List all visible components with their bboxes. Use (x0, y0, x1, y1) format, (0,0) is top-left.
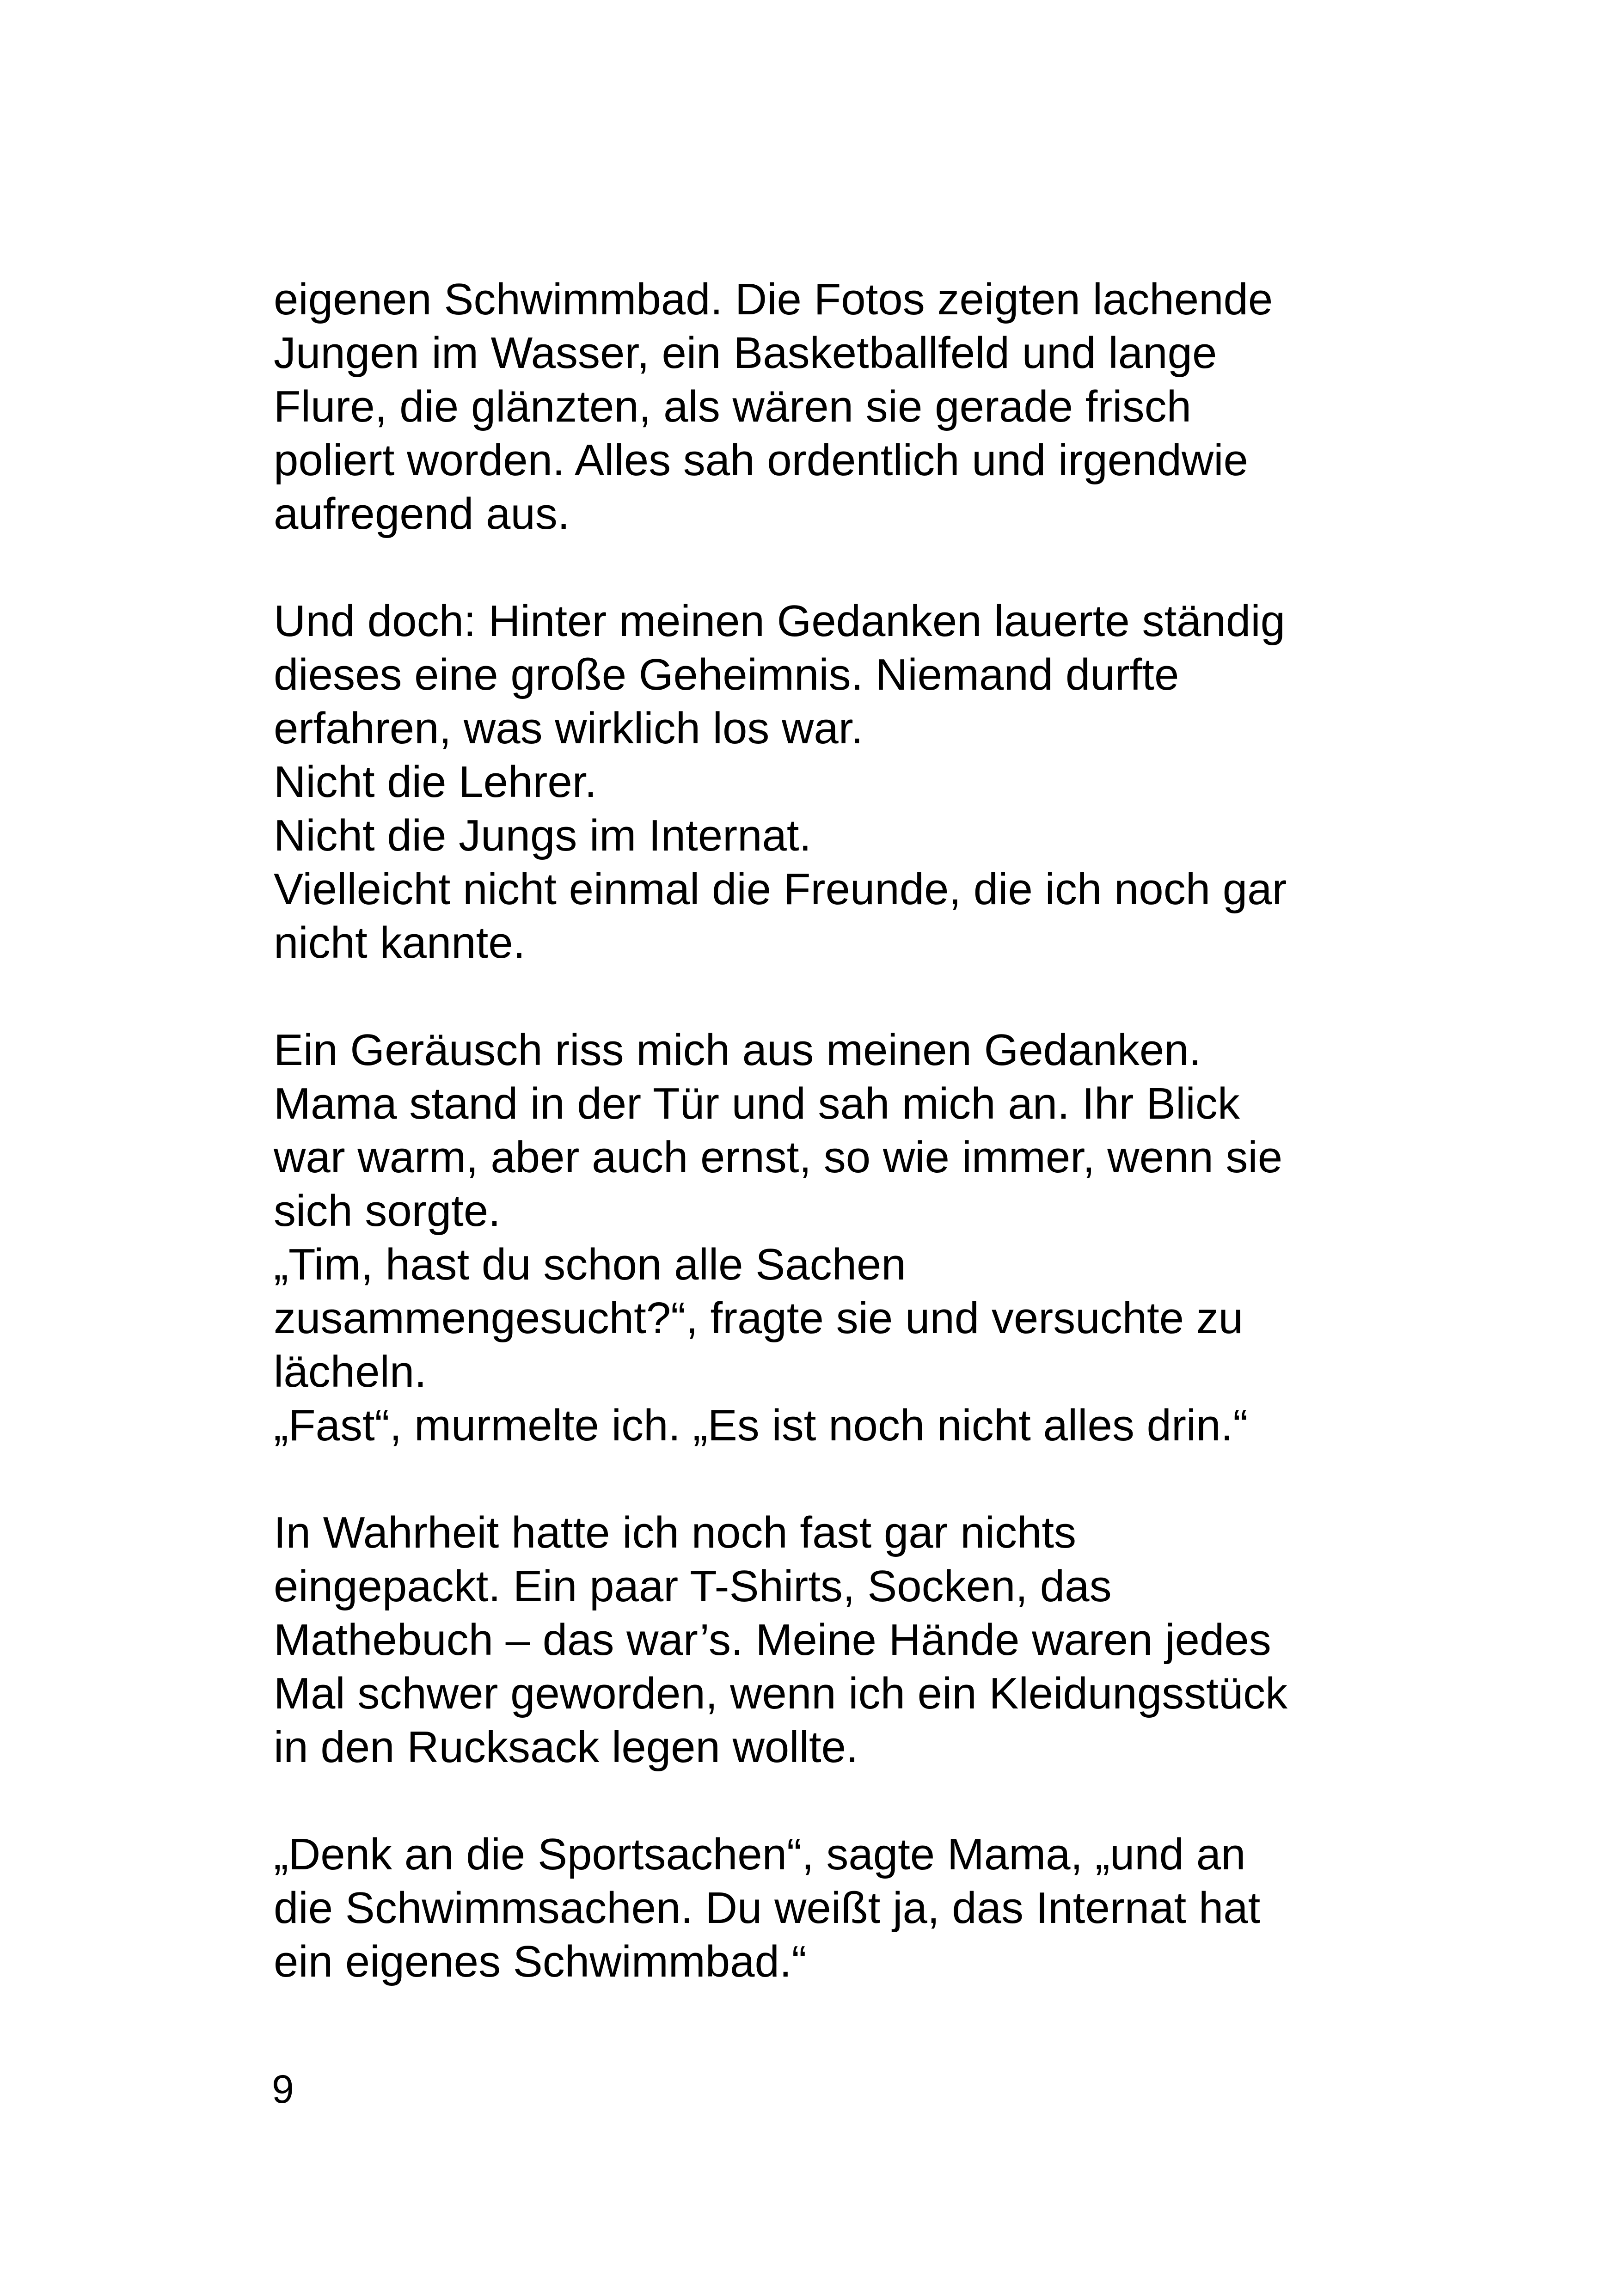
text-line: Mathebuch – das war’s. Meine Hände waren jedes (274, 1615, 1271, 1665)
text-line: „Fast“, murmelte ich. „Es ist noch nicht alles drin.“ (274, 1401, 1248, 1450)
paragraph-gap (274, 1452, 1383, 1506)
text-line: Nicht die Jungs im Internat. (274, 811, 812, 860)
text-line: In Wahrheit hatte ich noch fast gar nichts (274, 1508, 1077, 1557)
text-line: Und doch: Hinter meinen Gedanken lauerte ständig (274, 596, 1286, 646)
text-line: zusammengesucht?“, fragte sie und versuchte zu (274, 1293, 1244, 1343)
text-line: ein eigenes Schwimmbad.“ (274, 1937, 807, 1986)
text-line: poliert worden. Alles sah ordentlich und irgendwie (274, 435, 1248, 485)
text-line: Flure, die glänzten, als wären sie gerade frisch (274, 382, 1192, 431)
text-line: Jungen im Wasser, ein Basketballfeld und lange (274, 328, 1217, 378)
text-line: nicht kannte. (274, 918, 526, 967)
paragraph-3 (274, 1023, 1383, 1452)
text-line: „Denk an die Sportsachen“, sagte Mama, „und an (274, 1830, 1246, 1879)
text-line: erfahren, was wirklich los war. (274, 704, 864, 753)
text-line: war warm, aber auch ernst, so wie immer, wenn sie (274, 1133, 1283, 1182)
text-line: Ein Geräusch riss mich aus meinen Gedanken. (274, 1025, 1201, 1075)
text-line: eingepackt. Ein paar T-Shirts, Socken, das (274, 1561, 1112, 1611)
text-line: Vielleicht nicht einmal die Freunde, die ich noch gar (274, 864, 1287, 914)
text-line: aufregend aus. (274, 489, 570, 539)
text-line: Mal schwer geworden, wenn ich ein Kleidungsstück (274, 1669, 1288, 1718)
paragraph-4 (274, 1506, 1383, 1774)
paragraph-gap (274, 541, 1383, 594)
text-line: dieses eine große Geheimnis. Niemand durfte (274, 650, 1179, 699)
text-line: lächeln. (274, 1347, 427, 1396)
text-line: „Tim, hast du schon alle Sachen (274, 1240, 906, 1289)
paragraph-5 (274, 1828, 1383, 1989)
text-line: Mama stand in der Tür und sah mich an. Ihr Blick (274, 1079, 1240, 1128)
text-line: die Schwimmsachen. Du weißt ja, das Internat hat (274, 1883, 1261, 1933)
paragraph-gap (274, 970, 1383, 1023)
text-line: sich sorgte. (274, 1186, 501, 1236)
paragraph-gap (274, 1774, 1383, 1828)
text-line: in den Rucksack legen wollte. (274, 1722, 858, 1772)
page-number: 9 (272, 2067, 294, 2112)
paragraph-2 (274, 594, 1383, 970)
text-line: eigenen Schwimmbad. Die Fotos zeigten lachende (274, 275, 1273, 324)
body-text (274, 273, 1383, 1989)
text-line: Nicht die Lehrer. (274, 757, 597, 807)
paragraph-1 (274, 273, 1383, 541)
